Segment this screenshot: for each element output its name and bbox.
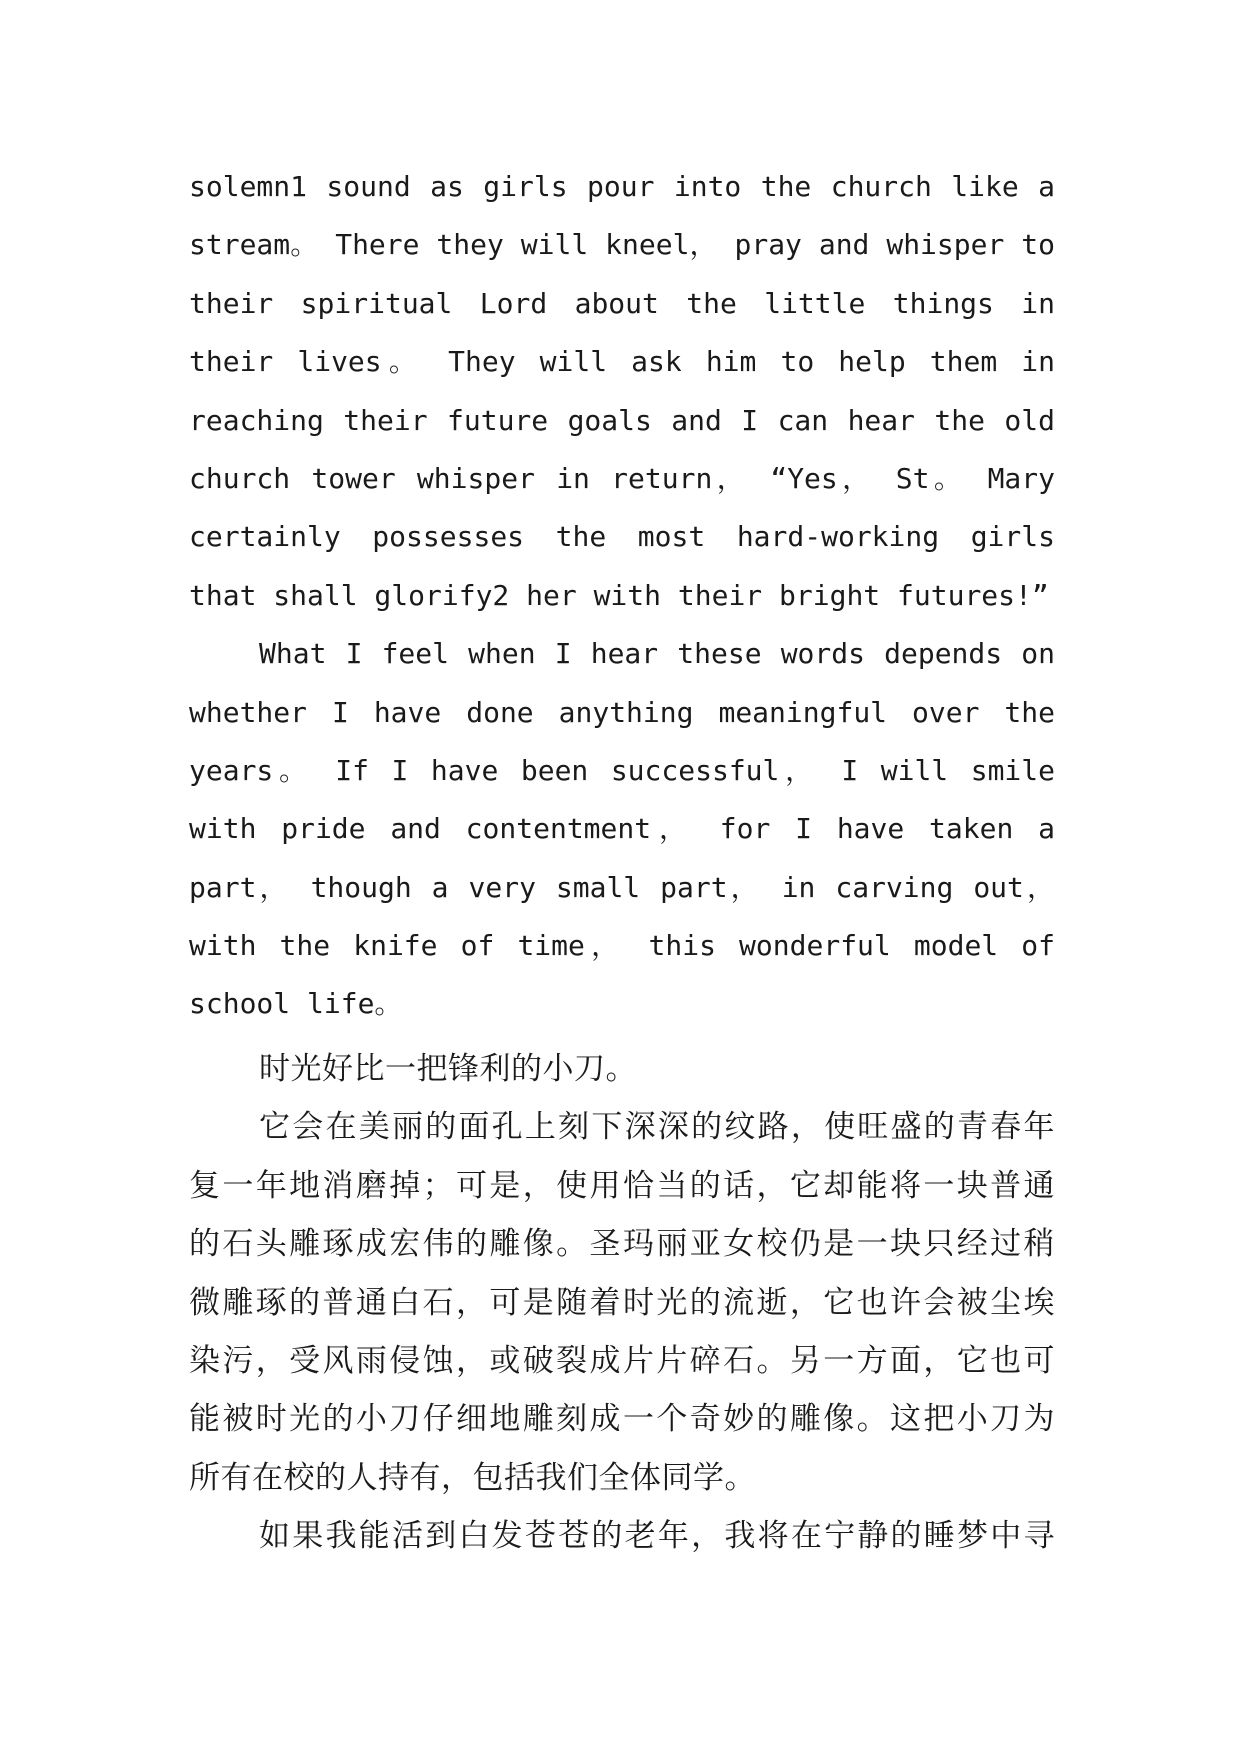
- english-line: their spiritual Lord about the little things in: [189, 286, 1055, 320]
- chinese-line: 能被时光的小刀仔细地雕刻成一个奇妙的雕像。这把小刀为: [189, 1401, 1055, 1438]
- english-line: certainly possesses the most hard-working girls: [189, 520, 1055, 554]
- chinese-line: 复一年地消磨掉；可是，使用恰当的话，它却能将一块普通: [189, 1167, 1055, 1204]
- english-line: whether I have done anything meaningful over the: [189, 695, 1055, 729]
- chinese-line: 微雕琢的普通白石，可是随着时光的流逝，它也许会被尘埃: [189, 1284, 1055, 1321]
- english-line: part， though a very small part， in carving out，: [189, 870, 1055, 904]
- english-line: reaching their future goals and I can hear the old: [189, 403, 1055, 437]
- english-line: their lives。 They will ask him to help them in: [189, 345, 1055, 379]
- chinese-line: 所有在校的人持有，包括我们全体同学。: [189, 1459, 756, 1496]
- english-line: solemn1 sound as girls pour into the church like a: [189, 170, 1055, 203]
- chinese-line: 的石头雕琢成宏伟的雕像。圣玛丽亚女校仍是一块只经过稍: [189, 1226, 1055, 1263]
- english-line: church tower whisper in return， “Yes， St。 Mary: [189, 461, 1055, 495]
- english-line: school life。: [189, 987, 403, 1021]
- english-paragraph-start: What I feel when I hear these words depends on: [259, 637, 1055, 671]
- english-line: that shall glorify2 her with their bright futures!”: [189, 578, 1049, 612]
- english-text-block: [189, 158, 1055, 1034]
- english-line: with the knife of time， this wonderful model of: [189, 929, 1055, 963]
- english-line: stream。 There they will kneel， pray and whisper to: [189, 228, 1055, 262]
- english-line: years。 If I have been successful， I will smile: [189, 753, 1055, 787]
- english-line: with pride and contentment， for I have taken a: [189, 812, 1055, 846]
- chinese-line: 染污，受风雨侵蚀，或破裂成片片碎石。另一方面，它也可: [189, 1342, 1055, 1379]
- chinese-text-block: [189, 1040, 1055, 1566]
- chinese-paragraph-start: 时光好比一把锋利的小刀。: [259, 1051, 637, 1087]
- chinese-paragraph-start: 如果我能活到白发苍苍的老年，我将在宁静的睡梦中寻: [259, 1518, 1055, 1555]
- chinese-paragraph-start: 它会在美丽的面孔上刻下深深的纹路，使旺盛的青春年: [259, 1109, 1055, 1146]
